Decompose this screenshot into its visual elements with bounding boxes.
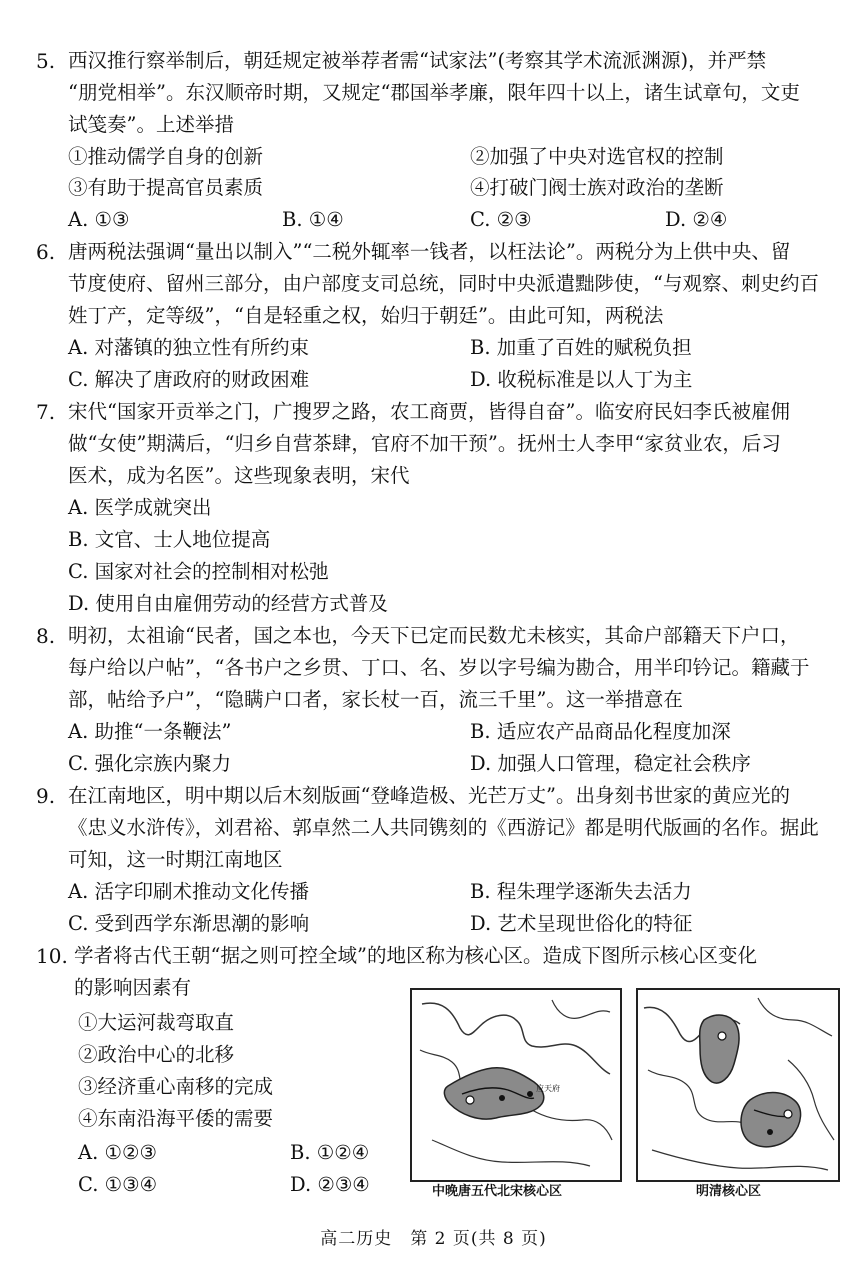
question-text-line: 唐两税法强调“量出以制入”“二税外辄率一钱者，以枉法论”。两税分为上供中央、留 (68, 240, 791, 263)
option-b[interactable]: B. 程朱理学逐渐失去活力 (470, 880, 692, 903)
question-text-line: 学者将古代王朝“据之则可控全域”的地区称为核心区。造成下图所示核心区变化 (74, 944, 757, 967)
option-d[interactable]: D. 艺术呈现世俗化的特征 (470, 912, 693, 935)
map-caption: 中晚唐五代北宋核心区 (432, 1184, 563, 1199)
question-text-line: 医术，成为名医”。这些现象表明，宋代 (68, 464, 410, 487)
question-text-line: 部，帖给予户”，“隐瞒户口者，家长杖一百，流三千里”。这一举措意在 (68, 688, 683, 711)
option-c[interactable]: C. 解决了唐政府的财政困难 (68, 368, 310, 391)
question-text-line: 做“女使”期满后，“归乡自营茶肆，官府不加干预”。抚州士人李甲“家贫业农，后习 (68, 432, 781, 455)
option-d[interactable]: D. 收税标准是以人丁为主 (470, 368, 693, 391)
map-place-label: 应天府 (536, 1084, 560, 1093)
option-a[interactable]: A. ①②③ (78, 1141, 157, 1164)
option-b[interactable]: B. 文官、士人地位提高 (68, 528, 271, 551)
option-c[interactable]: C. 受到西学东渐思潮的影响 (68, 912, 310, 935)
option-b[interactable]: B. ①④ (282, 208, 344, 231)
question-text-line: 明初，太祖谕“民者，国之本也，今天下已定而民数尤未核实，其命户部籍天下户口， (68, 624, 800, 647)
map-illustration (412, 990, 620, 1180)
question-number: 5. (36, 49, 56, 73)
question-text-line: 的影响因素有 (74, 976, 192, 999)
option-c[interactable]: C. 强化宗族内聚力 (68, 752, 232, 775)
question-text-line: 每户给以户帖”，“各书户之乡贯、丁口、名、岁以字号编为勘合，用半印钤记。籍藏于 (68, 656, 810, 679)
statement: ①推动儒学自身的创新 (68, 145, 264, 168)
option-b[interactable]: B. 加重了百姓的赋税负担 (470, 336, 692, 359)
question-text-line: 姓丁产，定等级”，“自是轻重之权，始归于朝廷”。由此可知，两税法 (68, 304, 664, 327)
question-number: 7. (36, 400, 56, 424)
statement: ②加强了中央对选官权的控制 (470, 145, 724, 168)
option-c[interactable]: C. ①③④ (78, 1173, 158, 1196)
option-c[interactable]: C. 国家对社会的控制相对松弛 (68, 560, 329, 583)
option-a[interactable]: A. 助推“一条鞭法” (68, 720, 232, 743)
option-b[interactable]: B. ①②④ (290, 1141, 370, 1164)
question-text-line: “朋党相举”。东汉顺帝时期，又规定“郡国举孝廉，限年四十以上，诸生试章句，文吏 (68, 81, 800, 104)
option-a[interactable]: A. 活字印刷术推动文化传播 (68, 880, 309, 903)
option-a[interactable]: A. 对藩镇的独立性有所约束 (68, 336, 309, 359)
question-number: 10. (36, 944, 68, 968)
option-d[interactable]: D. 使用自由雇佣劳动的经营方式普及 (68, 592, 388, 615)
statement: ④东南沿海平倭的需要 (78, 1107, 274, 1130)
question-text-line: 在江南地区，明中期以后木刻版画“登峰造极、光芒万丈”。出身刻书世家的黄应光的 (68, 784, 790, 807)
map-caption: 明清核心区 (696, 1184, 762, 1199)
option-d[interactable]: D. 加强人口管理，稳定社会秩序 (470, 752, 751, 775)
option-a[interactable]: A. ①③ (68, 208, 130, 231)
option-d[interactable]: D. ②④ (665, 208, 728, 231)
question-number: 9. (36, 784, 56, 808)
question-number: 8. (36, 624, 56, 648)
map-ming-qing-core (636, 988, 840, 1182)
question-number: 6. (36, 240, 56, 264)
map-illustration (638, 990, 838, 1180)
question-text-line: 西汉推行察举制后，朝廷规定被举荐者需“试家法”(考察其学术流派渊源)，并严禁 (68, 49, 767, 72)
option-c[interactable]: C. ②③ (470, 208, 532, 231)
option-a[interactable]: A. 医学成就突出 (68, 496, 212, 519)
question-text-line: 可知，这一时期江南地区 (68, 848, 283, 871)
question-text-line: 《忠义水浒传》，刘君裕、郭卓然二人共同镌刻的《西游记》都是明代版画的名作。据此 (68, 816, 819, 839)
map-tang-song-core (410, 988, 622, 1182)
question-text-line: 试笺奏”。上述举措 (68, 113, 234, 136)
question-text-line: 宋代“国家开贡举之门，广搜罗之路，农工商贾，皆得自奋”。临安府民妇李氏被雇佣 (68, 400, 790, 423)
option-b[interactable]: B. 适应农产品商品化程度加深 (470, 720, 731, 743)
page-footer: 高二历史 第 2 页(共 8 页) (320, 1229, 547, 1249)
statement: ③经济重心南移的完成 (78, 1075, 274, 1098)
question-text-line: 节度使府、留州三部分，由户部度支司总统，同时中央派遣黜陟使，“与观察、刺史约百 (68, 272, 819, 295)
statement: ①大运河裁弯取直 (78, 1011, 235, 1034)
statement: ③有助于提高官员素质 (68, 176, 264, 199)
option-d[interactable]: D. ②③④ (290, 1173, 370, 1196)
statement: ②政治中心的北移 (78, 1043, 235, 1066)
statement: ④打破门阀士族对政治的垄断 (470, 176, 724, 199)
